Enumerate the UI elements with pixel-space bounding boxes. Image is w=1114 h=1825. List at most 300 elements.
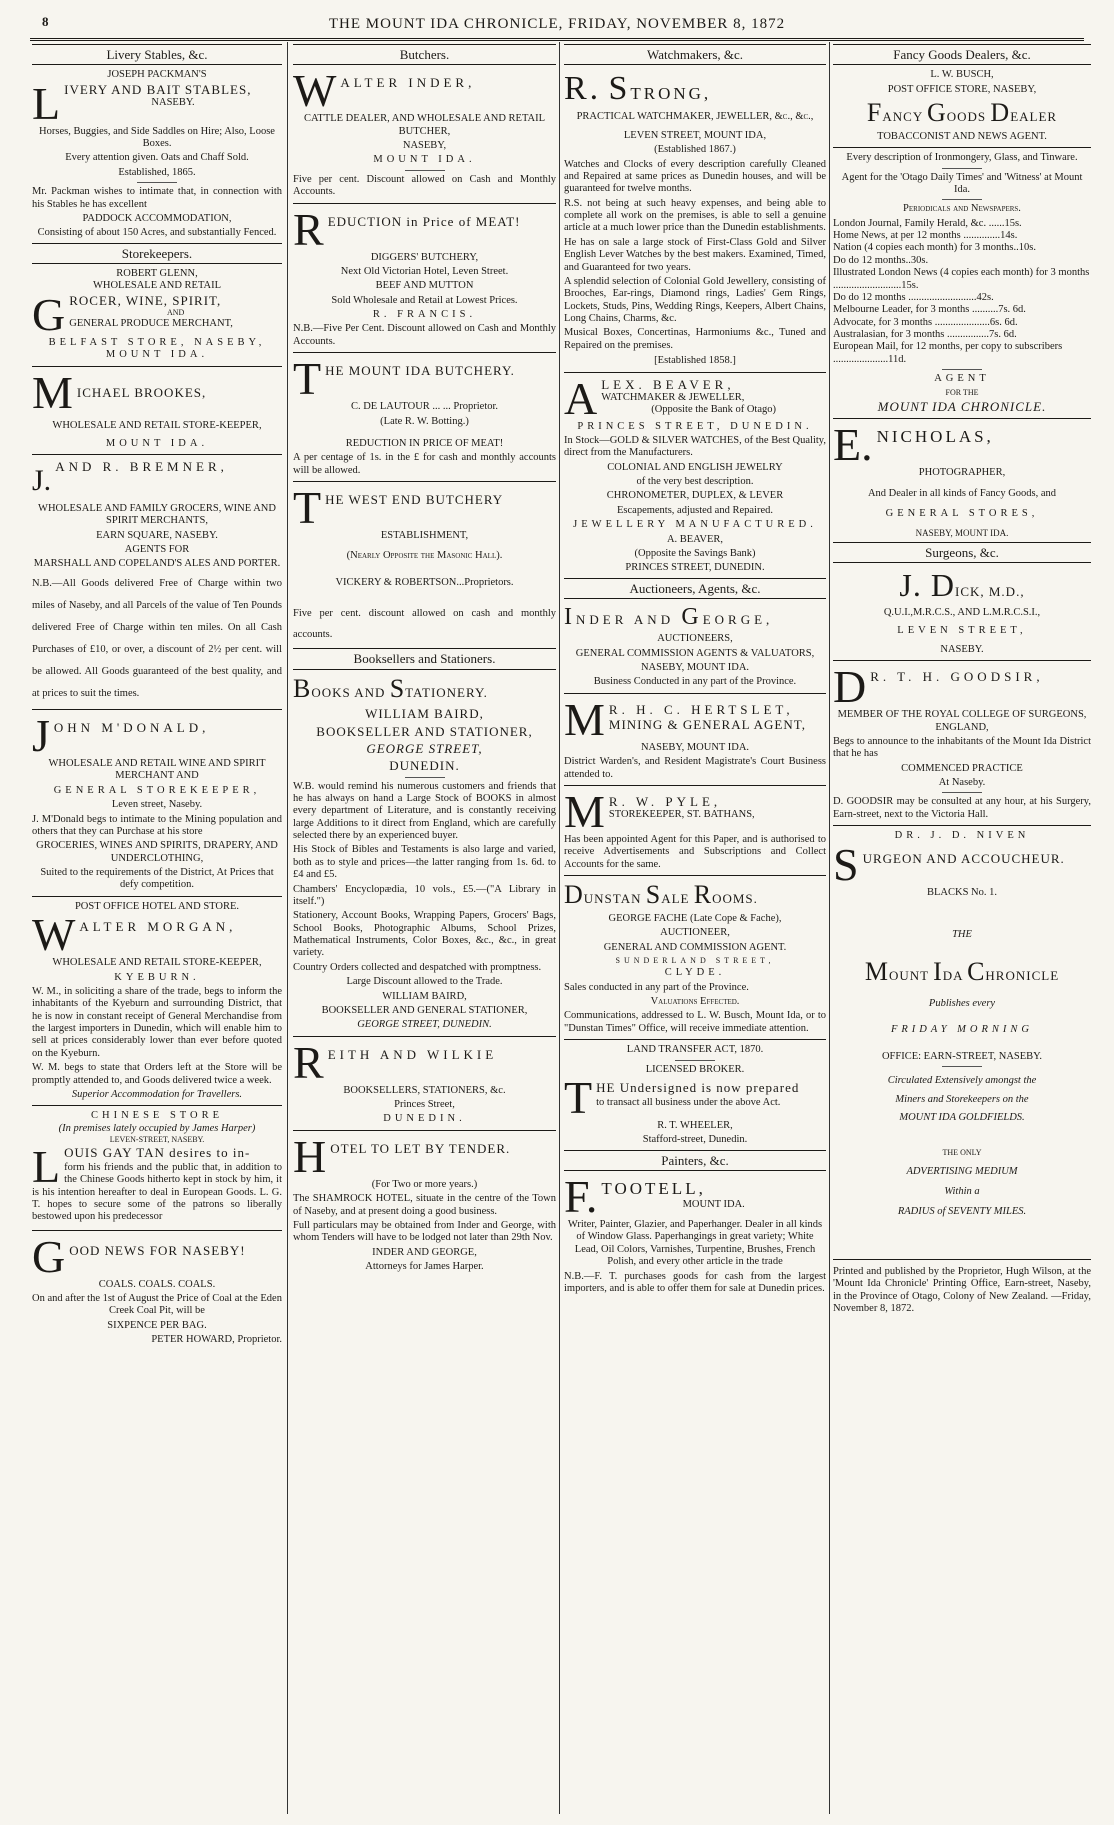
ad-text: DUNEDIN. — [383, 1113, 466, 1125]
ad-text: W.B. would remind his numerous customers and friends that he has always on hand a Large Stock of BOOKS in almost every department of Literature, and is constantly receiving large Additions to it direct from England, which are carefully selected there by an experienced buyer. — [293, 780, 556, 842]
ad-text: REDUCTION IN PRICE OF MEAT! — [345, 437, 504, 449]
ad-text: R. FRANCIS. — [372, 309, 477, 321]
short-rule — [137, 182, 177, 183]
rule — [293, 481, 556, 482]
ad-title: ALTER INDER, — [340, 75, 476, 91]
ad-text: CHRONOMETER, DUPLEX, & LEVER — [606, 490, 784, 502]
ad-text: DUNEDIN. — [389, 758, 460, 774]
page-number: 8 — [42, 14, 49, 29]
ad-text: GENERAL STOREKEEPER, — [53, 784, 261, 796]
drop-cap: F — [866, 98, 883, 128]
section-heading: Painters, &c. — [564, 1150, 826, 1171]
ad-text: W. M. begs to state that Orders left at the Store will be promptly attended to, and Goods delivered twice a week. — [32, 1062, 282, 1086]
ad-title: R. T. H. GOODSIR, — [870, 669, 1044, 685]
ad-title: HE Undersigned is now prepared — [596, 1079, 800, 1095]
list-item: Advocate, for 3 months .....................6s. 6d. — [833, 316, 1018, 328]
ad-text: COLONIAL AND ENGLISH JEWELRY — [607, 461, 783, 473]
drop-cap: G — [926, 98, 947, 128]
ad-title: LEX. BEAVER, — [601, 376, 735, 392]
ad-inder-george — [564, 578, 826, 694]
ad-line: MINING & GENERAL AGENT, — [608, 717, 806, 733]
ad-text: GEORGE FACHE (Late Cope & Fache), — [608, 912, 782, 924]
drop-cap: H — [293, 1130, 327, 1182]
drop-cap: D — [990, 98, 1011, 128]
drop-cap: L — [32, 1140, 61, 1192]
drop-cap: E. — [833, 419, 873, 471]
ad-diggers-butchery — [293, 203, 556, 354]
ad-text: WHOLESALE AND RETAIL STORE-KEEPER, — [52, 419, 262, 431]
ad-text: MOUNT IDA. — [105, 437, 209, 449]
ad-title: OOKS AND — [311, 684, 386, 700]
ad-text: Princes Street, — [394, 1099, 455, 1111]
ad-text: N.B.—All Goods delivered Free of Charge within two miles of Naseby, and all Parcels of the value of Ten Pounds delivered Free of Charge within ten miles. On all Cash Purchases of £10, or over, a discount of 2½ per cent. will be allowed. All Goods guaranteed of the best quality, and at prices to suit the times. — [32, 577, 282, 700]
ad-john-mcdonald — [32, 710, 282, 897]
ad-r-strong — [564, 44, 826, 352]
rule — [293, 1036, 556, 1037]
ad-text: Musical Boxes, Concertinas, Harmoniums &c., Tuned and Repaired on the premises. — [564, 327, 826, 351]
ad-text: WHOLESALE AND RETAIL STORE-KEEPER, — [52, 957, 262, 969]
ad-text: BLACKS No. 1. — [926, 886, 997, 898]
list-item: Do do 12 months..30s. — [833, 254, 929, 266]
rule — [833, 147, 1091, 148]
ad-j-dick — [833, 542, 1091, 661]
ad-text: Has been appointed Agent for this Paper, and is authorised to receive Advertisements and Subscriptions and Collect Accounts for the same. — [564, 833, 826, 870]
ad-coal — [32, 1230, 282, 1347]
ad-dunstan-sale-rooms — [564, 880, 826, 1040]
ad-text: Stafford-street, Dunedin. — [642, 1134, 748, 1146]
ad-line: WHOLESALE AND RETAIL — [92, 280, 222, 292]
ad-text: Every description of Ironmongery, Glass, and Tinware. — [846, 152, 1078, 164]
ad-west-end-butchery — [293, 482, 556, 645]
ad-title: HE MOUNT IDA BUTCHERY. — [325, 363, 515, 379]
ad-text: Full particulars may be obtained from Inder and George, with whom Tenders will have to be lodged not later than 29th Nov. — [293, 1219, 556, 1244]
ad-line: (In premises lately occupied by James Harper) — [58, 1122, 256, 1134]
ad-text: A. BEAVER, — [666, 533, 724, 545]
column-divider — [829, 42, 830, 1814]
ad-text: (For Two or more years.) — [371, 1178, 478, 1190]
ad-text: Publishes every — [928, 998, 996, 1009]
ad-text: of the very best description. — [636, 476, 754, 488]
ad-title: NICHOLAS, — [876, 427, 994, 447]
ad-walter-morgan — [32, 901, 282, 1107]
ad-text: RADIUS of SEVENTY MILES. — [897, 1206, 1027, 1218]
ad-e-nicholas — [833, 419, 1091, 539]
ad-text: SIXPENCE PER BAG. — [107, 1319, 207, 1331]
ad-text: Communications, addressed to L. W. Busch, Mount Ida, or to "Dunstan Times" Office, will receive immediate attention. — [564, 1010, 826, 1034]
ad-line: AND — [166, 308, 185, 318]
ad-text: GEORGE STREET, — [366, 740, 483, 756]
section-heading: Livery Stables, &c. — [32, 44, 282, 65]
section-heading: Watchmakers, &c. — [564, 44, 826, 65]
drop-cap: W — [32, 909, 76, 961]
ad-text: Sales conducted in any part of the Province. — [564, 981, 749, 993]
ad-text: LEVEN STREET, MOUNT IDA, — [623, 129, 767, 141]
ad-title: HRONICLE — [985, 968, 1060, 984]
list-item: Illustrated London News (4 copies each month) for 3 months ..........................15s. — [833, 267, 1090, 291]
ad-text: WHOLESALE AND FAMILY GROCERS, WINE AND SPIRIT MERCHANTS, — [38, 502, 276, 527]
ad-line: LEVEN-STREET, NASEBY. — [109, 1135, 205, 1145]
ad-mount-ida-butchery — [293, 353, 556, 482]
ad-text: Writer, Painter, Glazier, and Paperhanger. Dealer in all kinds of Window Glass. Paperhangings in great variety; White Lead, Oil Colors, Varnishes, Turpentine, Brushes, French Polish, and every other article in the trade — [567, 1219, 823, 1268]
section-heading: Fancy Goods Dealers, &c. — [833, 44, 1091, 65]
ad-text: Circulated Extensively amongst the — [887, 1075, 1037, 1087]
ad-text: Sold Wholesale and Retail at Lowest Prices. — [331, 294, 518, 306]
ad-text: And Dealer in all kinds of Fancy Goods, and — [867, 487, 1057, 499]
ad-text: Attorneys for James Harper. — [365, 1261, 484, 1273]
ad-text: EARN SQUARE, NASEBY. — [96, 529, 218, 541]
rule — [564, 372, 826, 373]
ad-text: PHOTOGRAPHER, — [918, 467, 1006, 479]
ad-text: TOBACCONIST AND NEWS AGENT. — [877, 130, 1047, 142]
drop-cap: R. — [564, 70, 602, 108]
ad-title: ALE — [661, 891, 690, 907]
rule — [32, 709, 282, 710]
ad-text: Q.U.I.,M.R.C.S., AND L.M.R.C.S.I., — [883, 607, 1041, 619]
ad-text: Every attention given. Oats and Chaff Sold. — [65, 152, 249, 164]
ad-title: OTEL TO LET BY TENDER. — [330, 1140, 511, 1156]
periodicals-price-list — [833, 218, 1091, 367]
ad-text: At Naseby. — [938, 777, 986, 789]
ad-hotel-tender — [293, 1130, 556, 1274]
drop-cap: J. D — [899, 567, 955, 604]
ad-text: N.B.—F. T. purchases goods for cash from the largest importers, and is able to offer them for sale at Dunedin prices. — [564, 1270, 826, 1294]
list-item: Nation (4 copies each month) for 3 months..10s. — [833, 242, 1036, 254]
rule — [293, 203, 556, 204]
imprint-text: Printed and published by the Proprietor, Hugh Wilson, at the 'Mount Ida Chronicle' Printing Office, Earn-street, Naseby, in the Province of Otago, Colony of New Zealand. —Friday, November 8, 1872. — [833, 1265, 1091, 1314]
ad-line: STOREKEEPER, ST. BATHANS, — [608, 809, 755, 821]
rule — [564, 1039, 826, 1040]
ad-text: N.B.—Five Per Cent. Discount allowed on Cash and Monthly Accounts. — [293, 323, 556, 347]
ad-title: EORGE, — [702, 612, 774, 628]
ad-text: Within a — [944, 1186, 980, 1198]
masthead-rule — [30, 38, 1084, 41]
section-heading: Booksellers and Stationers. — [293, 648, 556, 669]
ad-text: Begs to announce to the inhabitants of the Mount Ida District that he has — [833, 735, 1091, 760]
ad-title: TATIONERY. — [405, 684, 488, 700]
drop-cap: I — [933, 957, 943, 987]
drop-cap: L — [32, 77, 61, 129]
ad-text: Five per cent. discount allowed on cash and monthly accounts. — [293, 608, 556, 641]
ad-line: POST OFFICE HOTEL AND STORE. — [74, 900, 240, 912]
ad-text: PRINCES STREET, DUNEDIN. — [577, 420, 813, 432]
ad-michael-brookes — [32, 366, 282, 455]
ad-title: NDER AND — [576, 612, 675, 628]
ad-text: CLYDE. — [664, 967, 726, 979]
ad-line: ROBERT GLENN, — [116, 268, 198, 280]
ad-text: COMMENCED PRACTICE — [901, 762, 1023, 774]
list-item: European Mail, for 12 months, per copy to subscribers .....................11d. — [833, 341, 1063, 365]
ad-line: LICENSED BROKER. — [645, 1063, 745, 1075]
ad-text: LEVEN STREET, — [897, 625, 1027, 637]
ad-title: OHN M'DONALD, — [53, 720, 210, 736]
ad-text: Valuations Effected. — [650, 996, 740, 1008]
ad-text: BOOKSELLER AND GENERAL STATIONER, — [321, 1004, 528, 1016]
ad-title: AND R. BREMNER, — [55, 458, 228, 474]
ad-goodsir — [833, 661, 1091, 826]
section-heading: Storekeepers. — [32, 243, 282, 264]
ad-title: ALTER MORGAN, — [79, 919, 237, 935]
short-rule — [942, 168, 982, 169]
short-rule — [942, 369, 982, 370]
masthead: THE MOUNT IDA CHRONICLE, FRIDAY, NOVEMBER 8, 1872 — [328, 16, 786, 32]
rule — [833, 825, 1091, 826]
ad-text: AUCTIONEERS, — [657, 633, 733, 645]
list-item: Do do 12 months ..........................42s. — [833, 291, 994, 303]
ad-title: R. H. C. HERTSLET, — [608, 701, 794, 717]
ad-text: Established, 1865. — [118, 166, 196, 178]
ad-line: (Opposite the Bank of Otago) — [651, 404, 777, 416]
short-rule — [675, 1060, 715, 1061]
drop-cap: S — [608, 70, 631, 108]
ad-text: BOOKSELLERS, STATIONERS, &c. — [343, 1084, 506, 1096]
ad-text: R.S. not being at such heavy expenses, and being able to complete all work on the premises, is able to sell a genuine article at a much lower price than the Dunedin establishments. — [564, 197, 826, 234]
ad-title: OOMS. — [712, 891, 758, 907]
ad-text: BELFAST STORE, NASEBY, MOUNT IDA. — [48, 336, 266, 361]
drop-cap: M — [564, 785, 605, 837]
drop-cap: J. — [32, 463, 52, 497]
ad-chronicle-promo — [833, 929, 1091, 1219]
ad-text: W. M., in soliciting a share of the trade, begs to inform the inhabitants of the Kyeburn and surrounding District, that he is now in constant receipt of General Merchandise from the largest importers in Dunedin, which will enable him to sell at prices considerably lower than ever before quoted on the Kyeburn. — [32, 985, 282, 1059]
ad-f-tootell — [564, 1150, 826, 1296]
short-rule — [942, 1066, 982, 1067]
drop-cap: G — [32, 288, 66, 340]
ad-text: Five per cent. Discount allowed on Cash and Monthly Accounts. — [293, 173, 556, 198]
rule — [293, 1130, 556, 1131]
ad-text: Suited to the requirements of the District, At Prices that defy competition. — [40, 867, 274, 891]
ad-william-baird — [293, 648, 556, 1036]
ad-text: OFFICE: EARN-STREET, NASEBY. — [881, 1050, 1043, 1062]
ad-text: DIGGERS' BUTCHERY, — [370, 251, 479, 263]
ad-title: URGEON AND ACCOUCHEUR. — [862, 850, 1065, 866]
ad-text: Chambers' Encyclopædia, 10 vols., £5.—("A Library in itself.") — [293, 883, 556, 907]
drop-cap: S — [389, 673, 406, 703]
ad-text: Leven street, Naseby. — [111, 799, 203, 811]
list-item: Home News, at per 12 months ..............14s. — [833, 230, 1018, 241]
column-divider — [559, 42, 560, 1814]
ad-title: UNSTAN — [583, 891, 642, 907]
ad-text: (Late R. W. Botting.) — [380, 415, 469, 427]
ad-title: ICHAEL BROOKES, — [76, 384, 207, 400]
ad-line: JOSEPH PACKMAN'S — [107, 69, 207, 81]
ad-text: SUNDERLAND STREET, — [615, 955, 775, 965]
ad-text: BEEF AND MUTTON — [375, 280, 474, 292]
ad-text: The SHAMROCK HOTEL, situate in the centre of the Town of Naseby, and at present doing a good business. — [293, 1193, 556, 1217]
ad-text: MOUNT IDA GOLDFIELDS. — [899, 1111, 1025, 1123]
ad-text: GENERAL COMMISSION AGENTS & VALUATORS, — [575, 647, 815, 659]
ad-text: L. W. BUSCH, — [930, 69, 994, 81]
ad-text: MOUNT IDA. — [373, 154, 476, 166]
ad-title: OOD NEWS FOR NASEBY! — [69, 1242, 246, 1258]
ad-title: EALER — [1010, 109, 1058, 125]
section-heading: Surgeons, &c. — [833, 542, 1091, 563]
drop-cap: M — [564, 693, 605, 745]
ad-text: Watches and Clocks of every description carefully Cleaned and Repaired at same prices as Dunedin houses, and will be guaranteed for twelve months. — [564, 158, 826, 195]
ad-pyle — [564, 785, 826, 876]
ad-text: Mr. Packman wishes to intimate that, in connection with his Stables he has excellent — [32, 186, 282, 210]
short-rule — [942, 792, 982, 793]
ad-line: LAND TRANSFER ACT, 1870. — [626, 1044, 764, 1056]
ad-text: GEORGE STREET, DUNEDIN. — [357, 1019, 492, 1031]
ad-text: He has on sale a large stock of First-Class Gold and Silver English Lever Watches by the best makers. Examined, Timed, and Guaranteed for two years. — [564, 236, 826, 273]
drop-cap: J — [32, 710, 50, 762]
ad-text: NASEBY, MOUNT IDA. — [640, 662, 750, 674]
drop-cap: M — [32, 366, 73, 418]
list-item: Melbourne Leader, for 3 months ..........7s. 6d. — [833, 304, 1026, 316]
rule — [32, 454, 282, 455]
column-2 — [293, 44, 556, 1814]
rule — [32, 1230, 282, 1231]
ad-text: PADDOCK ACCOMMODATION, — [82, 212, 232, 224]
ad-text: Next Old Victorian Hotel, Leven Street. — [340, 265, 509, 277]
ad-line: MOUNT IDA. — [682, 1199, 745, 1211]
ad-text: Miners and Storekeepers on the — [895, 1093, 1029, 1105]
ad-text: R. T. WHEELER, — [657, 1119, 733, 1131]
ad-text: Periodicals and Newspapers. — [903, 203, 1021, 215]
ad-text: NASEBY, MOUNT IDA. — [640, 741, 750, 753]
drop-cap: R — [693, 880, 713, 910]
ad-text: PRACTICAL WATCHMAKER, JEWELLER, &c., &c., — [576, 111, 814, 123]
ad-text: GENERAL STORES, — [885, 508, 1039, 520]
ad-text: His Stock of Bibles and Testaments is also large and varied, both as to style and prices—the latter ranging from 1s. 6d. to £4 and £5. — [293, 844, 556, 881]
ad-title: HE WEST END BUTCHERY — [325, 492, 504, 508]
ad-text: J. M'Donald begs to intimate to the Mining population and others that they can Purchase at his store — [32, 813, 282, 837]
drop-cap: W — [293, 65, 337, 117]
ad-text: NASEBY. — [940, 643, 984, 655]
ad-text: PRINCES STREET, DUNEDIN. — [625, 562, 765, 574]
ad-text: WILLIAM BAIRD, — [365, 706, 484, 722]
ad-text: AGENT — [934, 373, 990, 385]
ad-title: TOOTELL, — [601, 1179, 706, 1199]
ad-text: A splendid selection of Colonial Gold Jewellery, consisting of Brooches, Ear-rings, Diamond rings, Ladies' Gem Rings, Lockets, Studs, Pins, Wedding Rings, Keepers, Albert Chains, Long Chains, Charms, &c. — [564, 275, 826, 325]
ad-text: AUCTIONEER, — [660, 927, 730, 939]
ad-robert-glenn — [32, 243, 282, 367]
ad-text: Stationery, Account Books, Wrapping Papers, Grocers' Bags, School Books, Photographic Albums, School Prizes, Mathematical Instruments, Color Boxes, &c., &c., in great variety. — [293, 910, 556, 959]
ad-line: WATCHMAKER & JEWELLER, — [601, 391, 745, 403]
rule — [564, 875, 826, 876]
ad-line: DR. J. D. NIVEN — [894, 830, 1030, 842]
ad-text: WHOLESALE AND RETAIL WINE AND SPIRIT MERCHANT AND — [48, 758, 266, 782]
ad-text: GENERAL AND COMMISSION AGENT. — [603, 941, 787, 953]
rule — [833, 660, 1091, 661]
ad-text: (Nearly Opposite the Masonic Hall). — [346, 550, 503, 562]
ad-text: NASEBY, — [402, 140, 447, 152]
ad-text: Escapements, adjusted and Repaired. — [617, 504, 773, 516]
ad-alex-beaver — [564, 355, 826, 575]
drop-cap: B — [293, 673, 312, 703]
ad-land-transfer — [564, 1044, 826, 1147]
drop-cap: A — [564, 372, 598, 424]
ad-title: EDUCTION in Price of MEAT! — [327, 213, 521, 229]
ad-text: POST OFFICE STORE, NASEBY, — [887, 83, 1037, 95]
drop-cap: D — [564, 880, 584, 910]
ad-text: KYEBURN. — [114, 971, 200, 983]
ad-niven — [833, 830, 1091, 899]
ad-line: NASEBY. — [151, 97, 195, 109]
ad-lw-busch — [833, 44, 1091, 419]
ad-text: Large Discount allowed to the Trade. — [346, 976, 503, 988]
ad-text: C. DE LAUTOUR ... ... Proprietor. — [350, 401, 499, 413]
ad-title: EITH AND WILKIE — [327, 1046, 498, 1062]
ad-title: IVERY AND BAIT STABLES, — [64, 81, 252, 97]
ad-text: ESTABLISHMENT, — [380, 530, 469, 542]
drop-cap: T — [293, 482, 322, 534]
ad-text: FOR THE — [945, 387, 979, 397]
ad-text: Superior Accommodation for Travellers. — [71, 1088, 243, 1100]
ad-text: Business Conducted in any part of the Province. — [593, 676, 797, 688]
ad-text: BOOKSELLER AND STATIONER, — [316, 723, 533, 739]
drop-cap: G — [32, 1230, 66, 1282]
ad-text: Agent for the 'Otago Daily Times' and 'Witness' at Mount Ida. — [841, 171, 1083, 195]
rule — [32, 1105, 282, 1106]
drop-cap: T — [564, 1071, 593, 1123]
ad-text: JEWELLERY MANUFACTURED. — [573, 519, 817, 531]
ad-text: VICKERY & ROBERTSON...Proprietors. — [335, 576, 514, 588]
ad-text: INDER AND GEORGE, — [372, 1246, 477, 1258]
column-4 — [833, 44, 1091, 1814]
column-divider — [287, 42, 288, 1814]
column-1 — [32, 44, 282, 1814]
ad-text: PETER HOWARD, Proprietor. — [151, 1334, 282, 1346]
ad-text: In Stock—GOLD & SILVER WATCHES, of the Best Quality, direct from the Manufacturers. — [564, 434, 826, 459]
short-rule — [942, 199, 982, 200]
ad-text: NASEBY, MOUNT IDA. — [915, 528, 1009, 539]
ad-text: AGENTS FOR — [124, 544, 190, 556]
ad-text: [Established 1858.] — [654, 355, 736, 367]
ad-text: WILLIAM BAIRD, — [382, 990, 467, 1002]
ad-title: ANCY — [882, 109, 923, 125]
drop-cap: D — [833, 661, 867, 713]
ad-text: GROCERIES, WINES AND SPIRITS, DRAPERY, AND UNDERCLOTHING, — [36, 840, 278, 864]
ad-line: GENERAL PRODUCE MERCHANT, — [69, 317, 233, 329]
ad-text: MEMBER OF THE ROYAL COLLEGE OF SURGEONS, ENGLAND, — [837, 709, 1087, 733]
ad-bremner — [32, 459, 282, 710]
ad-text: THE — [952, 928, 972, 940]
ad-text: On and after the 1st of August the Price of Coal at the Eden Creek Coal Pit, will be — [32, 1293, 282, 1317]
drop-cap: C — [967, 957, 986, 987]
ad-title: OODS — [946, 109, 987, 125]
ad-text: D. GOODSIR may be consulted at any hour, at his Surgery, Earn-street, next to the Victoria Hall. — [833, 796, 1091, 820]
ad-text: to transact all business under the above Act. — [596, 1097, 781, 1109]
ad-livery-stables — [32, 44, 282, 240]
ad-title: TRONG, — [630, 84, 712, 104]
imprint — [833, 1259, 1091, 1316]
drop-cap: T — [293, 353, 322, 405]
ad-text: District Warden's, and Resident Magistrate's Court Business attended to. — [564, 756, 826, 780]
drop-cap: I — [564, 604, 576, 631]
ad-text: Country Orders collected and despatched with promptness. — [293, 961, 542, 973]
section-heading: Butchers. — [293, 44, 556, 65]
ad-text: MOUNT IDA CHRONICLE. — [877, 398, 1047, 414]
ad-text: (Opposite the Savings Bank) — [634, 547, 756, 559]
ad-text: FRIDAY MORNING — [890, 1024, 1034, 1036]
ad-reith-wilkie — [293, 1036, 556, 1131]
ad-text: THE ONLY — [942, 1148, 982, 1158]
drop-cap: S — [833, 838, 859, 890]
ad-title: ROCER, WINE, SPIRIT, — [69, 292, 222, 308]
ad-text: (Established 1867.) — [654, 144, 736, 156]
ad-hertslet — [564, 693, 826, 786]
ad-text: MARSHALL AND COPELAND'S ALES AND PORTER. — [33, 558, 281, 570]
ad-text: A per centage of 1s. in the £ for cash and monthly accounts will be allowed. — [293, 452, 556, 476]
ad-title: DA — [942, 968, 963, 984]
column-3 — [564, 44, 826, 1814]
drop-cap: R — [293, 1036, 324, 1088]
ad-text: Consisting of about 150 Acres, and substantially Fenced. — [37, 227, 277, 239]
rule — [32, 896, 282, 897]
drop-cap: S — [645, 880, 662, 910]
drop-cap: M — [864, 957, 889, 987]
ad-text: Horses, Buggies, and Side Saddles on Hire; Also, Loose Boxes. — [39, 125, 275, 150]
